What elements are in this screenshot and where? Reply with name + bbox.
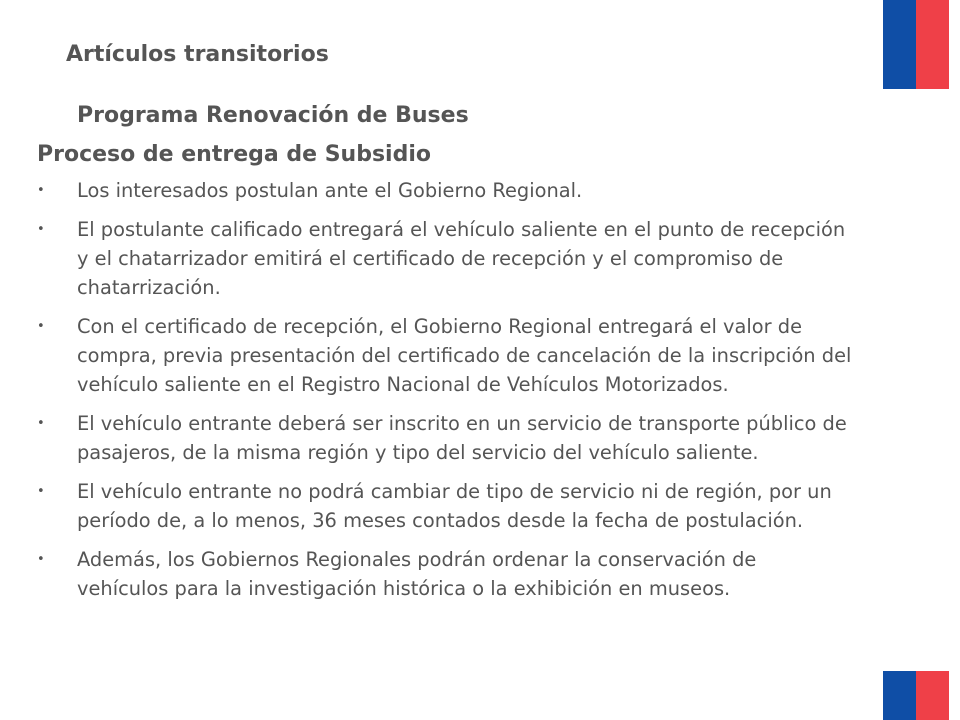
list-item — [37, 477, 852, 535]
list-item — [37, 215, 852, 302]
list-item-text: Con el certificado de recepción, el Gobierno Regional entregará el valor de compra, previa presentación del certificado de cancelación de la inscripción del vehículo saliente en el Registro Nacional de Vehículos Motorizados. — [77, 315, 852, 396]
list-item-text: Los interesados postulan ante el Gobierno Regional. — [77, 179, 583, 202]
flag-blue-stripe — [883, 0, 916, 89]
flag-red-stripe — [916, 671, 949, 720]
bullet-icon: • — [37, 416, 45, 431]
bullet-icon: • — [37, 222, 45, 237]
list-item-text: El vehículo entrante no podrá cambiar de tipo de servicio ni de región, por un período de, a lo menos, 36 meses contados desde la fecha de postulación. — [77, 480, 832, 532]
bullet-icon: • — [37, 319, 45, 334]
flag-blue-stripe — [883, 671, 916, 720]
flag-band-bottom — [883, 671, 949, 720]
bullet-icon: • — [37, 484, 45, 499]
section-heading: Proceso de entrega de Subsidio — [37, 142, 431, 167]
list-item-text: Además, los Gobiernos Regionales podrán ordenar la conservación de vehículos para la investigación histórica o la exhibición en museos. — [77, 548, 757, 600]
list-item-text: El vehículo entrante deberá ser inscrito en un servicio de transporte público de pasajeros, de la misma región y tipo del servicio del vehículo saliente. — [77, 412, 847, 464]
list-item — [37, 312, 852, 399]
list-item — [37, 545, 852, 603]
list-item-text: El postulante calificado entregará el vehículo saliente en el punto de recepción y el chatarrizador emitirá el certificado de recepción y el compromiso de chatarrización. — [77, 218, 846, 299]
slide-title: Artículos transitorios — [66, 42, 329, 67]
list-item — [37, 176, 852, 205]
slide-subtitle: Programa Renovación de Buses — [77, 103, 469, 128]
bullet-icon: • — [37, 183, 45, 198]
bullet-icon: • — [37, 552, 45, 567]
bullet-list — [37, 176, 852, 613]
list-item — [37, 409, 852, 467]
flag-band-top — [883, 0, 949, 89]
flag-red-stripe — [916, 0, 949, 89]
